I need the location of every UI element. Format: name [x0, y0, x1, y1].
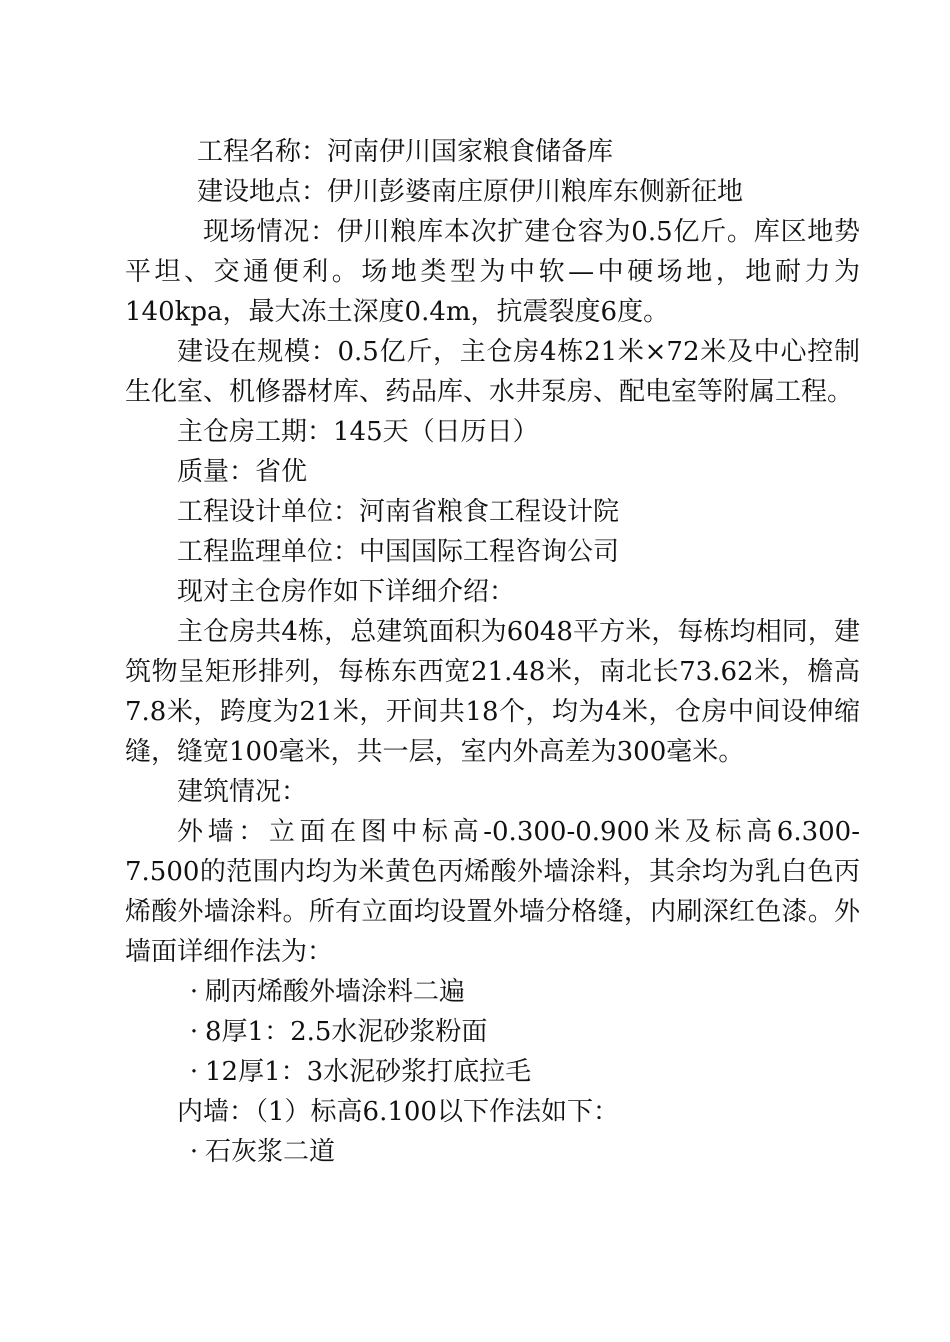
- exterior-bullet-item: [125, 1012, 860, 1052]
- design-unit: 工程设计单位：河南省粮食工程设计院: [177, 497, 620, 527]
- exterior-wall-description: 外墙：立面在图中标高-0.300-0.900米及标高6.300-7.500的范围内均为米黄色丙烯酸外墙涂料，其余均为乳白色丙烯酸外墙涂料。所有立面均设置外墙分格缝，内刷深红色漆。外墙面详细作法为：: [125, 817, 860, 967]
- bullet-text: 刷丙烯酸外墙涂料二遍: [205, 977, 466, 1007]
- bullet-dot-icon: ·: [189, 1137, 199, 1167]
- interior-wall-heading: 内墙：（1）标高6.100以下作法如下：: [177, 1097, 619, 1127]
- quality-standard: 质量：省优: [177, 457, 308, 487]
- exterior-bullet-item: [125, 1052, 860, 1092]
- exterior-bullet-item: [125, 972, 860, 1012]
- intro-line: 现对主仓房作如下详细介绍：: [177, 577, 516, 607]
- construction-period: 主仓房工期：145天（日历日）: [177, 417, 539, 447]
- bullet-text: 石灰浆二道: [205, 1137, 336, 1167]
- warehouse-description: 主仓房共4栋，总建筑面积为6048平方米，每栋均相同，建筑物呈矩形排列，每栋东西宽21.48米，南北长73.62米，檐高7.8米，跨度为21米，开间共18个，均为4米，仓房中间设伸缩缝，缝宽100毫米，共一层，室内外高差为300毫米。: [125, 617, 860, 767]
- bullet-text: 8厚1：2.5水泥砂浆粉面: [205, 1017, 488, 1047]
- bullet-text: 12厚1：3水泥砂浆打底拉毛: [205, 1057, 532, 1087]
- supervision-unit: 工程监理单位：中国国际工程咨询公司: [177, 537, 620, 567]
- document-body: [125, 132, 860, 1172]
- construction-site: 建设地点：伊川彭婆南庄原伊川粮库东侧新征地: [197, 177, 744, 207]
- bullet-dot-icon: ·: [189, 1017, 199, 1047]
- interior-bullet-item: [125, 1132, 860, 1172]
- project-name: 工程名称：河南伊川国家粮食储备库: [197, 137, 614, 167]
- bullet-dot-icon: ·: [189, 1057, 199, 1087]
- site-conditions: 现场情况：伊川粮库本次扩建仓容为0.5亿斤。库区地势平坦、交通便利。场地类型为中软—中硬场地，地耐力为140kpa，最大冻土深度0.4m，抗震裂度6度。: [125, 217, 860, 327]
- bullet-dot-icon: ·: [189, 977, 199, 1007]
- building-section-heading: 建筑情况：: [177, 777, 308, 807]
- construction-scale: 建设在规模：0.5亿斤，主仓房4栋21米×72米及中心控制生化室、机修器材库、药品库、水井泵房、配电室等附属工程。: [125, 337, 860, 407]
